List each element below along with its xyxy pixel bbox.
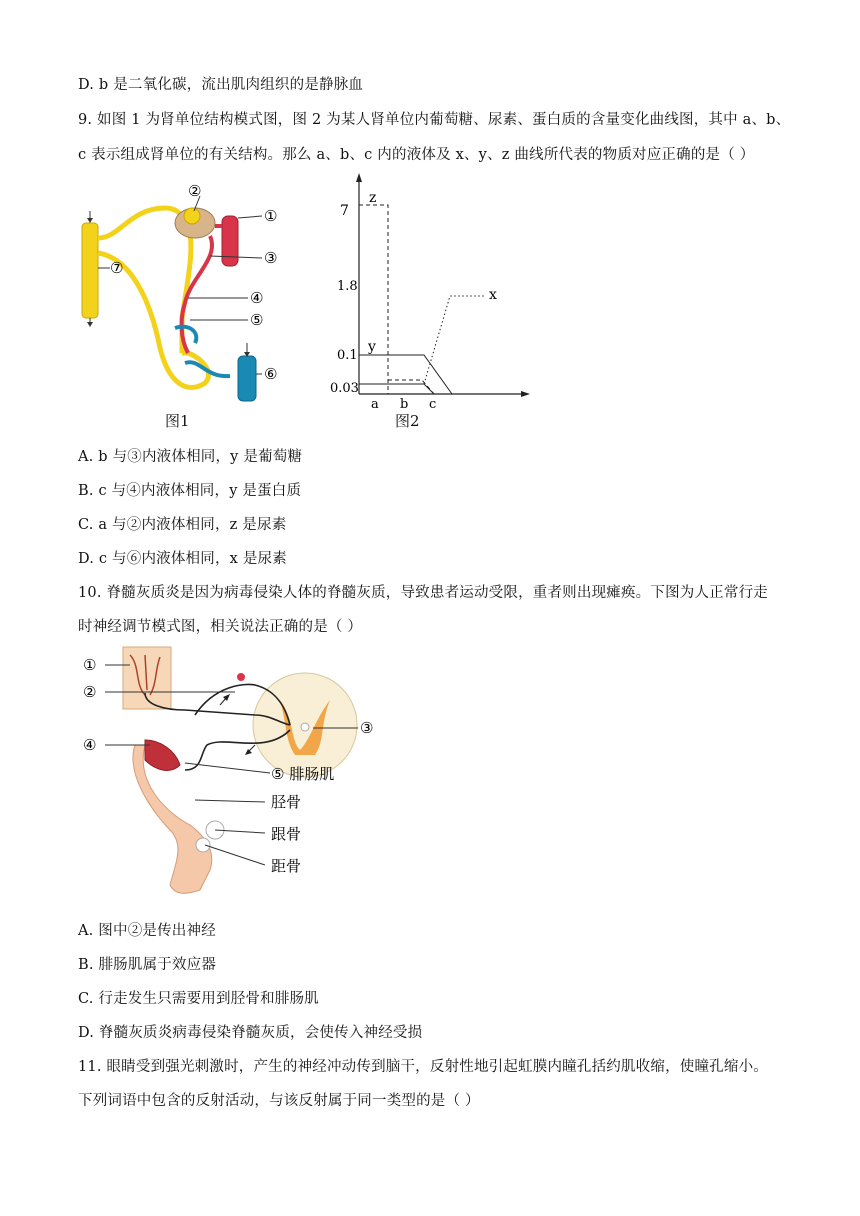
option-9a: A. b 与③内液体相同，y 是葡萄糖 [78,449,303,465]
fig2-curve-y [359,355,452,394]
question-11-line-1: 11. 眼睛受到强光刺激时，产生的神经冲动传到脑干，反射性地引起虹膜内瞳孔括约肌收缩，使瞳孔缩小。 [78,1059,768,1075]
fig2-xtick-b: b [400,397,409,412]
fig2-ytick-0.1: 0.1 [337,348,358,363]
fig3-label-calcaneus: 跟骨 [271,825,302,843]
option-10b: B. 腓肠肌属于效应器 [78,957,217,973]
fig2-xtick-a: a [371,397,379,412]
figure-1-nephron [70,178,310,438]
option-10a: A. 图中②是传出神经 [78,923,216,939]
question-10-line-1: 10. 脊髓灰质炎是因为病毒侵染人体的脊髓灰质，导致患者运动受限，重者则出现瘫痪。下图为人正常行走 [78,585,768,601]
fig2-ytick-1.8: 1.8 [337,279,358,294]
fig1-label-5: ⑤ [250,311,264,329]
figure-2-chart [322,168,542,413]
fig3-label-5: ⑤ 腓肠肌 [271,765,335,783]
fig2-curve-x [424,296,485,384]
fig1-label-3: ③ [264,249,278,267]
question-9-line-1: 9. 如图 1 为肾单位结构模式图，图 2 为某人肾单位内葡萄糖、尿素、蛋白质的含量变化曲线图，其中 a、b、 [78,112,791,128]
question-9-line-2: c 表示组成肾单位的有关结构。那么 a、b、c 内的液体及 x、y、z 曲线所代表的物质对应正确的是（ ） [78,147,755,163]
fig2-label-z: z [369,190,377,206]
fig3-label-4: ④ [83,736,97,754]
fig2-curve-z [359,205,388,394]
fig3-label-1: ① [83,656,97,674]
fig2-label-x: x [489,287,497,303]
option-9b: B. c 与④内液体相同，y 是蛋白质 [78,483,302,499]
fig2-label-y: y [368,339,376,355]
figure-1-caption: 图1 [165,412,190,430]
question-11-line-2: 下列词语中包含的反射活动，与该反射属于同一类型的是（ ） [78,1093,480,1109]
figure-2-caption: 图2 [395,412,420,430]
question-10-line-2: 时神经调节模式图，相关说法正确的是（ ） [78,619,363,635]
fig1-label-2: ② [188,182,202,200]
fig2-ytick-0.03: 0.03 [330,381,359,396]
option-8d: D. b 是二氧化碳，流出肌肉组织的是静脉血 [78,77,364,93]
option-10d: D. 脊髓灰质炎病毒侵染脊髓灰质，会使传入神经受损 [78,1025,423,1041]
fig2-xtick-c: c [429,397,437,412]
fig2-ytick-7: 7 [340,203,349,219]
fig1-label-4: ④ [250,289,264,307]
fig1-label-1: ① [264,207,278,225]
fig1-label-6: ⑥ [264,365,278,383]
option-10c: C. 行走发生只需要用到胫骨和腓肠肌 [78,991,319,1007]
fig3-label-3: ③ [360,719,374,737]
fig3-label-tibia: 胫骨 [271,793,302,811]
fig3-label-talus: 距骨 [271,857,302,875]
fig1-label-7: ⑦ [110,259,124,277]
fig3-label-2: ② [83,683,97,701]
figure-3-reflex [75,645,395,905]
fig2-curve-baseline [359,384,434,394]
option-9d: D. c 与⑥内液体相同，x 是尿素 [78,551,287,567]
option-9c: C. a 与②内液体相同，z 是尿素 [78,517,287,533]
